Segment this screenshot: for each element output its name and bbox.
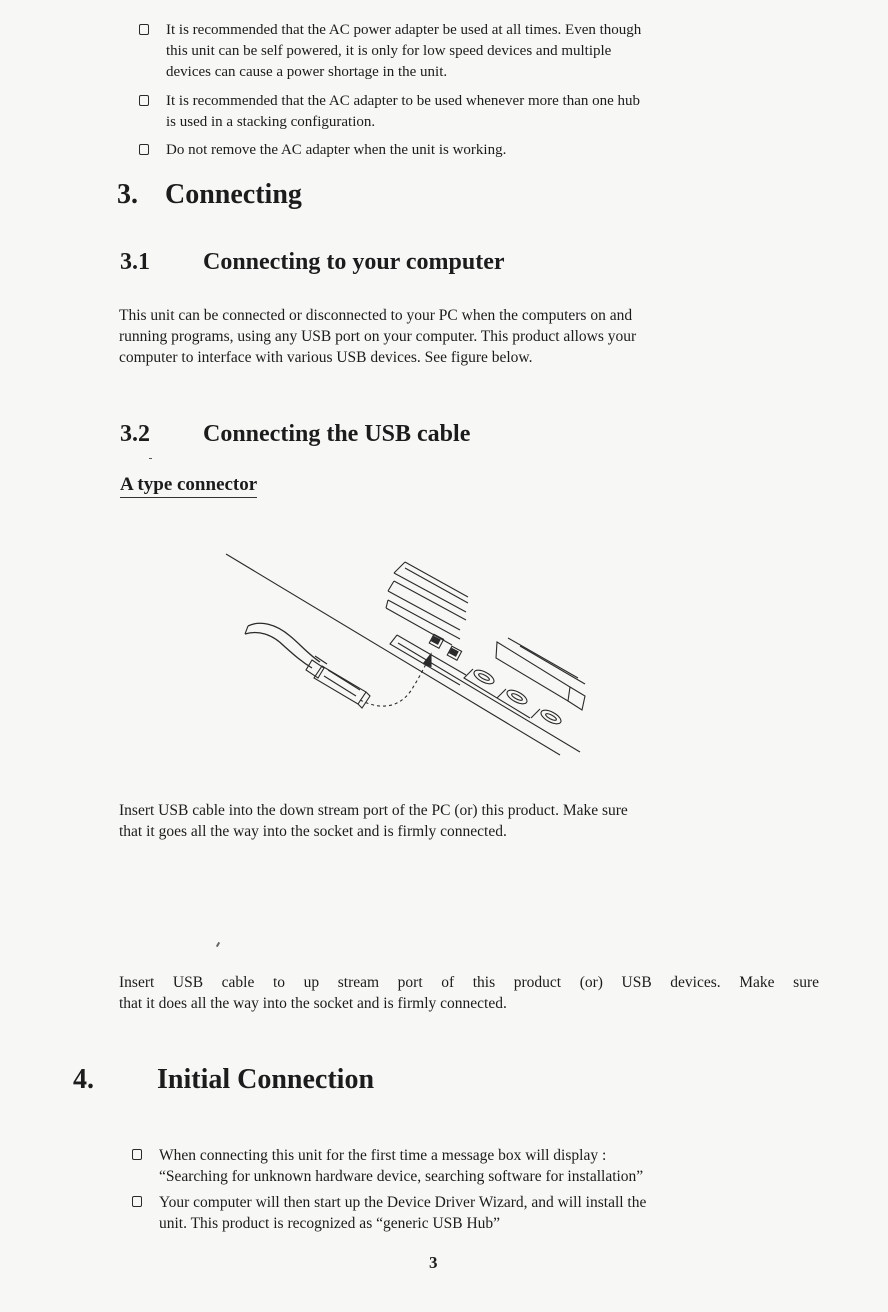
bullet-line: “Searching for unknown hardware device, searching software for installation”	[159, 1168, 644, 1185]
para-upstream	[119, 972, 839, 1014]
bullet-line: unit. This product is recognized as “generic USB Hub”	[159, 1215, 501, 1232]
usb-connection-illustration	[220, 550, 600, 765]
bullet-line: Your computer will then start up the Device Driver Wizard, and will install the	[159, 1194, 647, 1211]
checkbox-bullet-icon	[139, 24, 149, 35]
bullet-line: is used in a stacking configuration.	[166, 114, 376, 130]
section-4-number: 4.	[73, 1064, 94, 1095]
body-line: Insert USB cable into the down stream port of the PC (or) this product. Make sure	[119, 802, 628, 819]
section-4-title: Initial Connection	[157, 1064, 375, 1095]
scan-speck	[149, 458, 152, 459]
bullet-line: Do not remove the AC adapter when the unit is working.	[166, 142, 507, 158]
body-line: Insert USB cable to up stream port of this product (or) USB devices. Make sure	[119, 974, 819, 991]
section-3-1-number: 3.1	[120, 249, 150, 275]
bullet-do-not-remove	[139, 140, 839, 161]
checkbox-bullet-icon	[139, 95, 149, 106]
bullet-line: When connecting this unit for the first time a message box will display :	[159, 1147, 607, 1164]
scan-speck	[216, 942, 220, 947]
body-line: computer to interface with various USB devices. See figure below.	[119, 349, 533, 366]
section-3-2-title: Connecting the USB cable	[203, 421, 471, 447]
section-3-1-title: Connecting to your computer	[203, 249, 505, 275]
para-downstream	[119, 800, 839, 842]
body-line: that it does all the way into the socket and is firmly connected.	[119, 995, 507, 1012]
checkbox-bullet-icon	[132, 1196, 142, 1207]
bullet-driver-wizard	[132, 1192, 832, 1234]
bullet-line: this unit can be self powered, it is only for low speed devices and multiple	[166, 43, 612, 59]
page-number: 3	[429, 1253, 438, 1272]
bullet-first-connect	[132, 1145, 832, 1187]
body-line: that it goes all the way into the socket and is firmly connected.	[119, 823, 507, 840]
body-line: This unit can be connected or disconnected to your PC when the computers on and	[119, 307, 633, 324]
section-3-number: 3.	[117, 179, 138, 210]
bullet-line: devices can cause a power shortage in the unit.	[166, 64, 448, 80]
connector-heading: A type connector	[120, 474, 257, 498]
section-3-title: Connecting	[165, 179, 302, 210]
checkbox-bullet-icon	[139, 144, 149, 155]
body-line: running programs, using any USB port on your computer. This product allows your	[119, 328, 637, 345]
checkbox-bullet-icon	[132, 1149, 142, 1160]
bullet-stacking	[139, 91, 839, 133]
section-3-2-number: 3.2	[120, 421, 150, 447]
bullet-line: It is recommended that the AC adapter to be used whenever more than one hub	[166, 93, 641, 109]
bullet-ac-power	[139, 20, 839, 83]
section-3-1-body	[119, 305, 839, 368]
bullet-line: It is recommended that the AC power adapter be used at all times. Even though	[166, 22, 642, 38]
